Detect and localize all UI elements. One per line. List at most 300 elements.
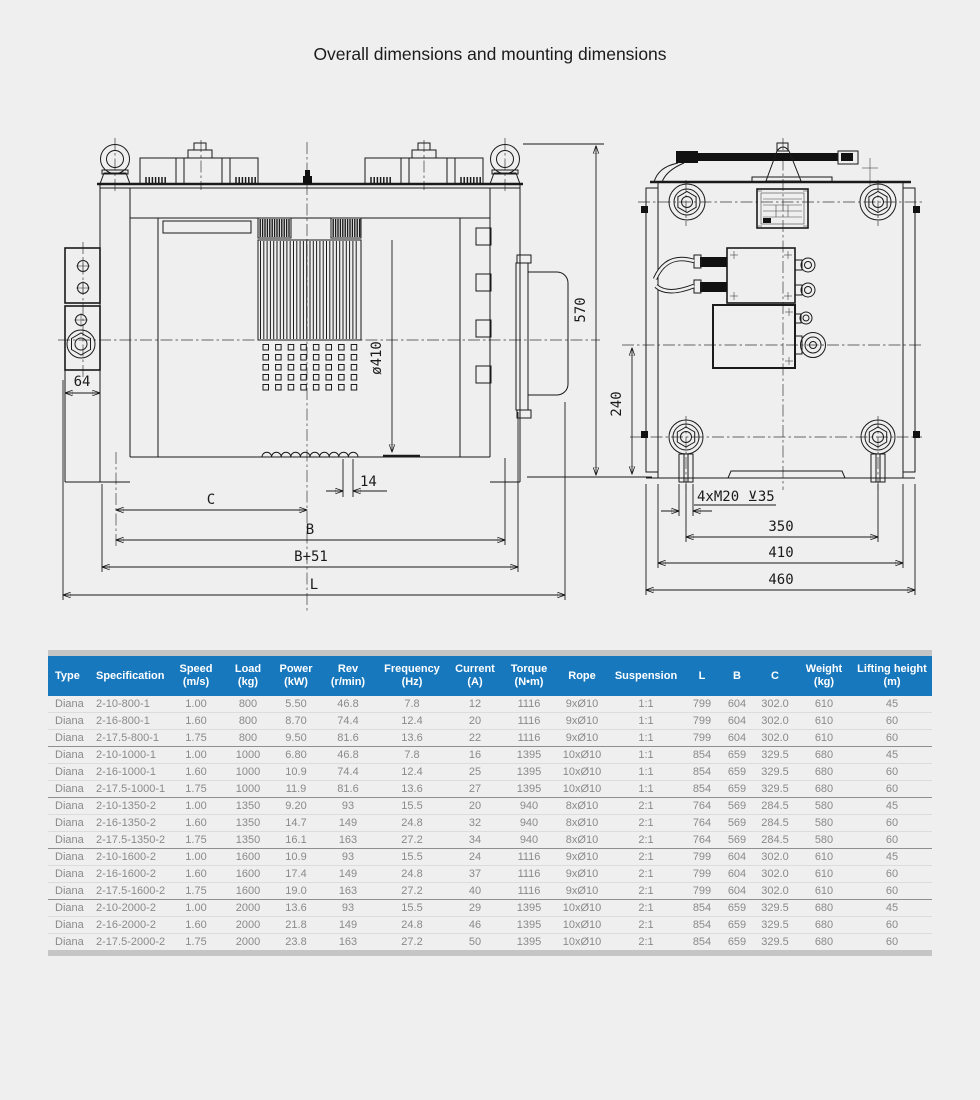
table-cell: 10xØ10 <box>556 747 608 764</box>
table-cell: 799 <box>684 866 720 883</box>
table-cell: Diana <box>48 849 92 866</box>
table-cell: 45 <box>852 798 932 815</box>
table-cell: 45 <box>852 747 932 764</box>
dim-label-410: 410 <box>768 545 794 561</box>
table-cell: 7.8 <box>376 696 448 713</box>
table-cell: 2-16-1000-1 <box>92 764 168 781</box>
table-cell: 163 <box>338 936 358 948</box>
table-cell: 81.6 <box>320 730 376 747</box>
dim-label-570: 570 <box>573 297 589 323</box>
table-cell: 13.6 <box>376 730 448 747</box>
table-cell: 2:1 <box>608 883 684 900</box>
table-cell: 2000 <box>224 900 272 917</box>
table-cell: 940 <box>502 798 556 815</box>
table-cell: 1:1 <box>608 696 684 713</box>
table-cell: 940 <box>502 815 556 832</box>
table-cell: 2:1 <box>608 798 684 815</box>
traction-sheave <box>516 255 568 418</box>
table-cell: 149 <box>320 866 376 883</box>
table-cell: 1.60 <box>168 815 224 832</box>
table-row <box>48 747 932 764</box>
table-cell: 13.6 <box>376 781 448 798</box>
table-cell: 1000 <box>224 781 272 798</box>
table-row <box>48 764 932 781</box>
table-cell: 2:1 <box>608 849 684 866</box>
junction-box <box>655 248 815 303</box>
table-cell: 764 <box>684 815 720 832</box>
table-cell: 659 <box>720 764 754 781</box>
table-cell: 9xØ10 <box>556 883 608 900</box>
table-cell: 24.8 <box>376 866 448 883</box>
table-cell: 610 <box>796 730 852 747</box>
terminal-box <box>713 305 826 368</box>
table-cell: 93 <box>320 798 376 815</box>
table-cell: 610 <box>796 849 852 866</box>
table-cell: 8xØ10 <box>556 815 608 832</box>
table-cell: 2-16-1600-2 <box>92 866 168 883</box>
table-cell: 16 <box>448 747 502 764</box>
table-cell: 854 <box>684 764 720 781</box>
table-cell: 10xØ10 <box>556 917 608 934</box>
table-cell: 14.7 <box>272 815 320 832</box>
dim-label-b51: B+51 <box>294 549 328 565</box>
table-cell: 610 <box>796 883 852 900</box>
table-cell: 163 <box>320 883 376 900</box>
table-cell: 302.0 <box>754 883 796 900</box>
table-cell: 329.5 <box>754 917 796 934</box>
dim-label-diameter: ø410 <box>369 341 385 375</box>
side-view-dimensions <box>63 144 640 600</box>
table-cell: 60 <box>852 764 932 781</box>
table-cell: 9xØ10 <box>556 696 608 713</box>
table-cell: 1350 <box>224 798 272 815</box>
table-cell: 800 <box>224 713 272 730</box>
table-cell: 1.00 <box>168 849 224 866</box>
table-cell: 1.60 <box>168 917 224 934</box>
table-cell: 21.8 <box>272 917 320 934</box>
table-cell: 27.2 <box>376 883 448 900</box>
table-cell: 9xØ10 <box>556 866 608 883</box>
table-cell: 659 <box>720 747 754 764</box>
table-row <box>48 781 932 798</box>
table-cell: 2000 <box>224 917 272 934</box>
table-cell: 2-10-2000-2 <box>92 900 168 917</box>
table-cell: 60 <box>885 936 899 948</box>
table-cell: 1.75 <box>168 832 224 849</box>
table-cell: Diana <box>48 781 92 798</box>
table-cell: 799 <box>684 730 720 747</box>
table-row <box>48 900 932 917</box>
table-cell: 12 <box>448 696 502 713</box>
table-row <box>48 730 932 747</box>
table-cell: 604 <box>720 713 754 730</box>
table-cell: Diana <box>48 747 92 764</box>
table-cell: 9.20 <box>272 798 320 815</box>
table-cell: 2:1 <box>608 917 684 934</box>
table-cell: 45 <box>852 849 932 866</box>
table-cell: 569 <box>720 815 754 832</box>
table-cell: 11.9 <box>272 781 320 798</box>
table-cell: 2-17.5-1600-2 <box>92 883 168 900</box>
column-header: Frequency (Hz) <box>376 656 448 696</box>
column-header: L <box>684 656 720 696</box>
table-row <box>48 917 932 934</box>
table-cell: 1:1 <box>608 747 684 764</box>
table-cell: 1.75 <box>185 936 207 948</box>
table-cell: 1395 <box>516 936 542 948</box>
table-row <box>48 866 932 883</box>
table-cell: 1116 <box>502 730 556 747</box>
table-row <box>48 934 932 951</box>
table-cell: 45 <box>852 696 932 713</box>
table-cell: 854 <box>692 936 712 948</box>
table-cell: 610 <box>796 696 852 713</box>
table-cell: 5.50 <box>272 696 320 713</box>
table-cell: 15.5 <box>376 849 448 866</box>
table-cell: 9xØ10 <box>556 730 608 747</box>
column-header: Type <box>48 656 92 696</box>
table-cell: 149 <box>320 917 376 934</box>
table-row <box>48 713 932 730</box>
lifting-lug <box>752 143 832 182</box>
table-cell: 15.5 <box>376 900 448 917</box>
table-cell: 32 <box>448 815 502 832</box>
table-cell: 580 <box>796 798 852 815</box>
table-cell: 60 <box>852 917 932 934</box>
table-cell: 800 <box>224 730 272 747</box>
table-cell: 284.5 <box>754 815 796 832</box>
table-cell: 45 <box>852 900 932 917</box>
dim-label-pitch: 14 <box>360 474 377 490</box>
table-cell: 10xØ10 <box>556 781 608 798</box>
table-cell: 2-10-800-1 <box>92 696 168 713</box>
table-cell: 680 <box>796 747 852 764</box>
table-cell: 1.60 <box>168 764 224 781</box>
table-cell: 60 <box>852 713 932 730</box>
table-cell: 2-10-1350-2 <box>92 798 168 815</box>
table-cell: 60 <box>852 883 932 900</box>
table-cell: 1395 <box>502 764 556 781</box>
table-cell: 610 <box>796 866 852 883</box>
table-cell: 2000 <box>235 936 261 948</box>
table-cell: 854 <box>684 900 720 917</box>
table-cell: 6.80 <box>272 747 320 764</box>
table-cell: 1350 <box>224 815 272 832</box>
table-cell: 604 <box>720 730 754 747</box>
table-cell: 854 <box>684 781 720 798</box>
dim-label-bolts: 4xM20 ⊻35 <box>697 489 775 505</box>
table-cell: 60 <box>852 781 932 798</box>
table-cell: 50 <box>468 936 482 948</box>
table-cell: Diana <box>48 713 92 730</box>
spec-table <box>48 656 932 950</box>
table-cell: 74.4 <box>320 713 376 730</box>
table-cell: 680 <box>796 781 852 798</box>
rope-grooves <box>262 452 358 457</box>
table-cell: 302.0 <box>754 849 796 866</box>
table-cell: 680 <box>796 764 852 781</box>
table-bottom-bar <box>48 950 932 956</box>
table-cell: 60 <box>852 832 932 849</box>
machine-body-rear <box>641 182 920 478</box>
table-row <box>48 883 932 900</box>
column-header: Power (kW) <box>272 656 320 696</box>
column-header: Rev (r/min) <box>320 656 376 696</box>
table-cell: 604 <box>720 849 754 866</box>
table-cell: 329.5 <box>754 747 796 764</box>
table-row <box>48 696 932 713</box>
column-header: Load (kg) <box>224 656 272 696</box>
table-cell: 27 <box>448 781 502 798</box>
table-cell: 1395 <box>502 781 556 798</box>
table-cell: 1000 <box>224 747 272 764</box>
rear-view-drawing <box>609 138 922 595</box>
table-row <box>48 815 932 832</box>
table-cell: 1.60 <box>168 713 224 730</box>
table-cell: 1.00 <box>168 696 224 713</box>
table-cell: 2-10-1000-1 <box>92 747 168 764</box>
table-cell: 854 <box>684 747 720 764</box>
table-cell: 163 <box>320 832 376 849</box>
heatsink-caps <box>260 219 359 237</box>
table-cell: 2-17.5-1350-2 <box>92 832 168 849</box>
table-cell: Diana <box>48 815 92 832</box>
table-cell: 8.70 <box>272 713 320 730</box>
table-cell: 854 <box>684 917 720 934</box>
table-cell: 12.4 <box>376 713 448 730</box>
table-cell: 2:1 <box>608 815 684 832</box>
column-header: Weight (kg) <box>796 656 852 696</box>
dim-label-64: 64 <box>73 374 91 390</box>
table-cell: 1116 <box>502 883 556 900</box>
table-cell: 329.5 <box>761 936 789 948</box>
dim-label-460: 460 <box>768 572 794 588</box>
side-view-drawing <box>58 138 640 612</box>
table-cell: 1:1 <box>608 764 684 781</box>
table-cell: 1.75 <box>168 883 224 900</box>
table-cell: 2-17.5-800-1 <box>92 730 168 747</box>
table-cell: 2-16-800-1 <box>92 713 168 730</box>
table-row <box>48 832 932 849</box>
table-cell: Diana <box>48 917 92 934</box>
table-cell: 10.9 <box>272 764 320 781</box>
table-cell: 23.8 <box>285 936 307 948</box>
table-cell: 604 <box>720 866 754 883</box>
dim-label-l: L <box>309 577 319 593</box>
table-cell: 1116 <box>502 713 556 730</box>
table-cell: 2:1 <box>608 832 684 849</box>
table-cell: Diana <box>55 936 84 948</box>
table-cell: 8xØ10 <box>556 832 608 849</box>
table-cell: Diana <box>48 883 92 900</box>
dim-label-b: B <box>305 522 315 538</box>
table-cell: 24.8 <box>376 917 448 934</box>
table-cell: 46.8 <box>320 747 376 764</box>
table-cell: 302.0 <box>754 713 796 730</box>
table-cell: 40 <box>448 883 502 900</box>
table-cell: 60 <box>852 730 932 747</box>
table-cell: 800 <box>224 696 272 713</box>
table-cell: 1.00 <box>168 798 224 815</box>
table-cell: 22 <box>448 730 502 747</box>
table-cell: 764 <box>684 798 720 815</box>
table-cell: 302.0 <box>754 866 796 883</box>
page-title: Overall dimensions and mounting dimensions <box>313 44 667 64</box>
table-cell: 1.00 <box>168 747 224 764</box>
table-cell: 1.60 <box>168 866 224 883</box>
table-cell: 1:1 <box>608 781 684 798</box>
column-header: Torque (N•m) <box>502 656 556 696</box>
column-header: C <box>754 656 796 696</box>
table-cell: 569 <box>720 832 754 849</box>
table-cell: 1116 <box>502 849 556 866</box>
column-header: Specification <box>92 656 168 696</box>
table-row <box>48 798 932 815</box>
table-cell: 1395 <box>502 917 556 934</box>
table-cell: 1395 <box>502 900 556 917</box>
table-cell: 604 <box>720 696 754 713</box>
table-row <box>48 849 932 866</box>
table-cell: 29 <box>448 900 502 917</box>
table-cell: 8xØ10 <box>556 798 608 815</box>
table-cell: 569 <box>720 798 754 815</box>
heatsink-block <box>258 218 361 340</box>
table-cell: 604 <box>720 883 754 900</box>
table-cell: 19.0 <box>272 883 320 900</box>
table-cell: 610 <box>796 713 852 730</box>
table-cell: 1600 <box>224 849 272 866</box>
table-cell: 1116 <box>502 696 556 713</box>
table-cell: 329.5 <box>754 900 796 917</box>
table-cell: 93 <box>320 900 376 917</box>
table-cell: 1350 <box>224 832 272 849</box>
table-cell: 799 <box>684 713 720 730</box>
table-cell: 2-16-2000-2 <box>92 917 168 934</box>
table-cell: 2-17.5-1000-1 <box>92 781 168 798</box>
table-cell: 7.8 <box>376 747 448 764</box>
column-header: B <box>720 656 754 696</box>
table-cell: 74.4 <box>320 764 376 781</box>
column-header: Lifting height (m) <box>852 656 932 696</box>
table-cell: 9xØ10 <box>556 849 608 866</box>
table-cell: 9.50 <box>272 730 320 747</box>
column-header: Rope <box>556 656 608 696</box>
table-cell: Diana <box>48 798 92 815</box>
table-cell: 2-16-1350-2 <box>92 815 168 832</box>
table-cell: 2:1 <box>608 900 684 917</box>
table-cell: 580 <box>796 815 852 832</box>
table-cell: 2-10-1600-2 <box>92 849 168 866</box>
column-header: Current (A) <box>448 656 502 696</box>
table-cell: 1600 <box>224 866 272 883</box>
table-body <box>48 696 932 950</box>
table-cell: 1116 <box>502 866 556 883</box>
table-cell: 680 <box>796 917 852 934</box>
table-cell: 284.5 <box>754 832 796 849</box>
table-cell: 25 <box>448 764 502 781</box>
table-cell: 10xØ10 <box>556 764 608 781</box>
table-cell: 799 <box>684 696 720 713</box>
table-cell: 15.5 <box>376 798 448 815</box>
table-cell: 10xØ10 <box>562 936 602 948</box>
table-cell: 16.1 <box>272 832 320 849</box>
nameplate <box>757 189 808 228</box>
table-cell: 34 <box>448 832 502 849</box>
table-cell: 60 <box>852 815 932 832</box>
table-cell: 799 <box>684 849 720 866</box>
table-cell: 659 <box>727 936 747 948</box>
spec-table-container <box>48 650 932 956</box>
table-header <box>48 656 932 696</box>
table-cell: 580 <box>796 832 852 849</box>
perforation-grid <box>263 345 357 391</box>
dim-label-350: 350 <box>768 519 794 535</box>
table-cell: 764 <box>684 832 720 849</box>
table-cell: Diana <box>48 900 92 917</box>
table-header-row <box>48 656 932 696</box>
table-cell: 149 <box>320 815 376 832</box>
table-cell: 10.9 <box>272 849 320 866</box>
table-cell: 1395 <box>502 747 556 764</box>
column-header: Suspension <box>608 656 684 696</box>
table-cell: Diana <box>48 866 92 883</box>
table-cell: 1000 <box>224 764 272 781</box>
table-cell: 27.2 <box>401 936 423 948</box>
table-cell: 24.8 <box>376 815 448 832</box>
table-cell: 329.5 <box>754 764 796 781</box>
table-cell: 1.75 <box>168 730 224 747</box>
table-cell: 940 <box>502 832 556 849</box>
table-cell: Diana <box>48 764 92 781</box>
table-cell: 329.5 <box>754 781 796 798</box>
table-cell: Diana <box>48 696 92 713</box>
dim-label-c: C <box>206 492 216 508</box>
table-cell: 20 <box>448 798 502 815</box>
table-cell: 659 <box>720 900 754 917</box>
table-cell: 46.8 <box>320 696 376 713</box>
table-cell: 1.75 <box>168 781 224 798</box>
table-cell: 12.4 <box>376 764 448 781</box>
column-header: Speed (m/s) <box>168 656 224 696</box>
table-cell: 2:1 <box>638 936 654 948</box>
table-cell: 37 <box>448 866 502 883</box>
table-cell: 9xØ10 <box>556 713 608 730</box>
rope-hitch-plates <box>65 248 100 482</box>
table-cell: 81.6 <box>320 781 376 798</box>
table-cell: 93 <box>320 849 376 866</box>
table-cell: 1:1 <box>608 713 684 730</box>
table-cell: 24 <box>448 849 502 866</box>
table-cell: 27.2 <box>376 832 448 849</box>
table-cell: 659 <box>720 781 754 798</box>
table-cell: 2:1 <box>608 866 684 883</box>
heatsink-fins <box>261 241 357 339</box>
table-cell: Diana <box>48 832 92 849</box>
table-cell: 13.6 <box>272 900 320 917</box>
table-cell: 20 <box>448 713 502 730</box>
table-cell: 680 <box>796 900 852 917</box>
table-cell: Diana <box>48 730 92 747</box>
table-cell: 1600 <box>224 883 272 900</box>
table-cell: 659 <box>720 917 754 934</box>
table-cell: 2-17.5-2000-2 <box>96 936 166 948</box>
table-cell: 1:1 <box>608 730 684 747</box>
table-cell: 46 <box>448 917 502 934</box>
table-cell: 302.0 <box>754 730 796 747</box>
table-cell: 680 <box>814 936 834 948</box>
table-cell: 1.00 <box>168 900 224 917</box>
table-cell: 284.5 <box>754 798 796 815</box>
